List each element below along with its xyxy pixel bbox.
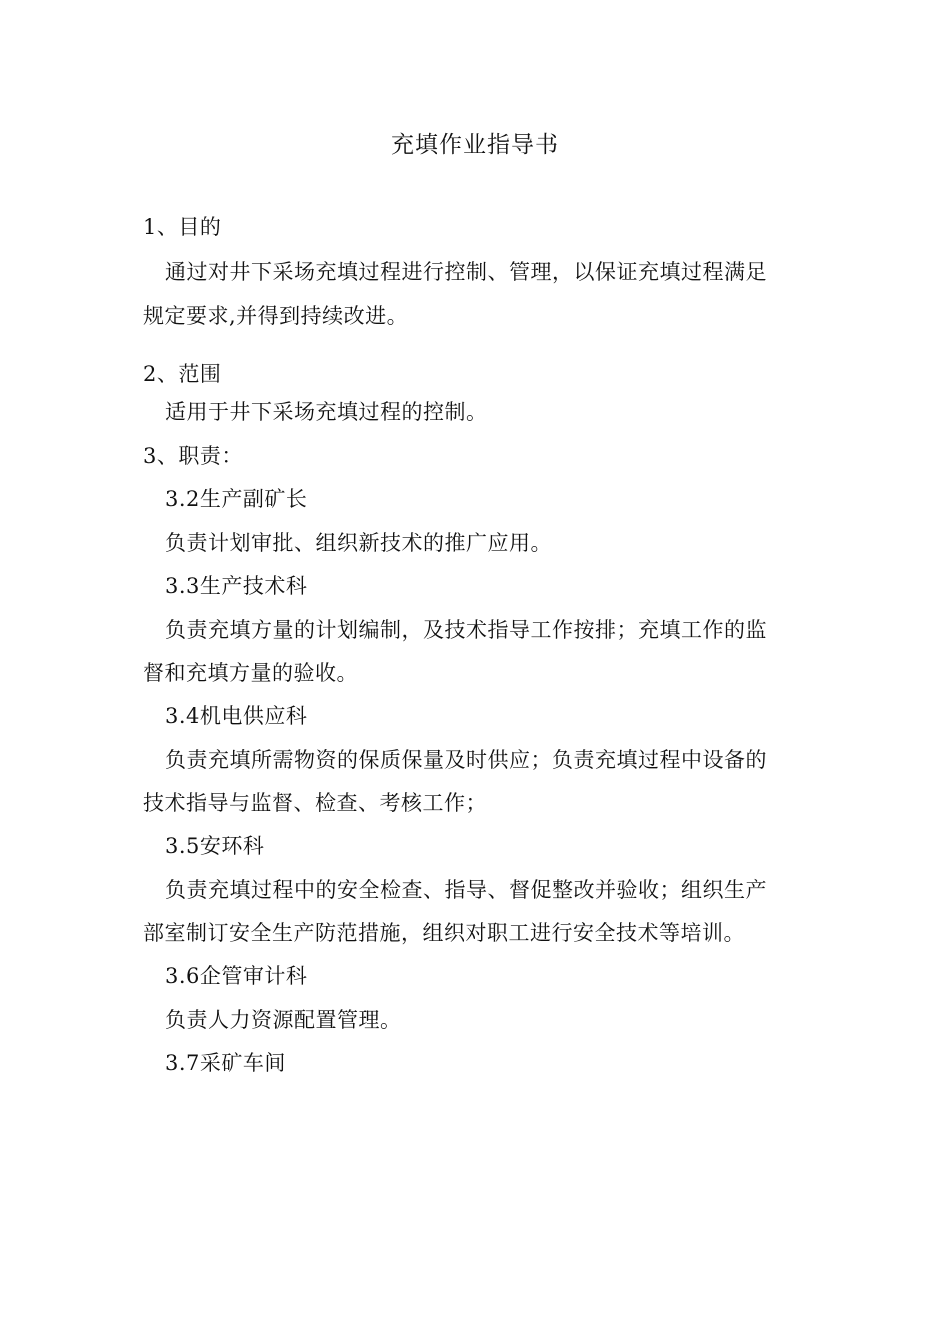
duty-text-line: 负责充填过程中的安全检查、指导、督促整改并验收；组织生产 <box>165 878 767 902</box>
section-heading-duties: 3、职责： <box>143 444 243 468</box>
duty-subheading: 3.4机电供应科 <box>165 704 308 728</box>
purpose-text-line-1: 通过对井下采场充填过程进行控制、管理，以保证充填过程满足 <box>165 260 767 284</box>
duty-text-line: 技术指导与监督、检查、考核工作； <box>143 791 487 815</box>
duty-text-line: 负责充填方量的计划编制，及技术指导工作按排；充填工作的监 <box>165 618 767 642</box>
document-title: 充填作业指导书 <box>391 132 559 158</box>
duty-text-line: 负责人力资源配置管理。 <box>165 1008 402 1032</box>
duty-subheading: 3.7采矿车间 <box>165 1051 286 1075</box>
duty-text-line: 部室制订安全生产防范措施，组织对职工进行安全技术等培训。 <box>143 921 745 945</box>
duty-text-line: 督和充填方量的验收。 <box>143 661 358 685</box>
duty-subheading: 3.6企管审计科 <box>165 964 308 988</box>
duty-text-line: 负责充填所需物资的保质保量及时供应；负责充填过程中设备的 <box>165 748 767 772</box>
duty-subheading: 3.5安环科 <box>165 834 265 858</box>
section-heading-scope: 2、范围 <box>143 362 222 386</box>
scope-text: 适用于井下采场充填过程的控制。 <box>165 400 488 424</box>
purpose-text-line-2: 规定要求,并得到持续改进。 <box>143 304 409 328</box>
duty-subheading: 3.3生产技术科 <box>165 574 308 598</box>
duty-subheading: 3.2生产副矿长 <box>165 487 308 511</box>
section-heading-purpose: 1、目的 <box>143 215 222 239</box>
duty-text-line: 负责计划审批、组织新技术的推广应用。 <box>165 531 552 555</box>
